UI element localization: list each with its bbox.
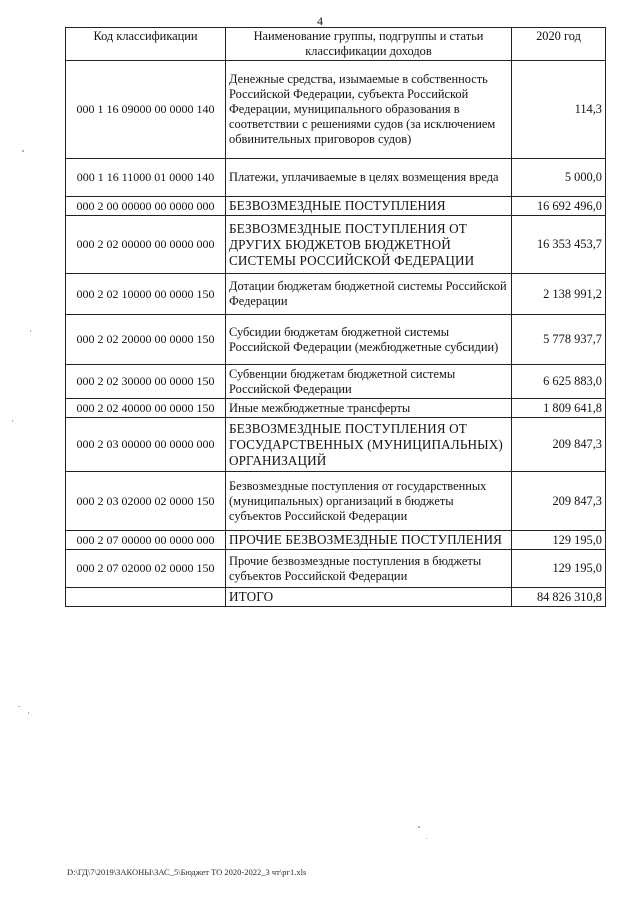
row-name: Платежи, уплачиваемые в целях возмещения вреда [226, 159, 512, 197]
row-name: Иные межбюджетные трансферты [226, 399, 512, 418]
row-value: 5 000,0 [512, 159, 606, 197]
row-code: 000 2 02 20000 00 0000 150 [66, 315, 226, 365]
row-value: 16 353 453,7 [512, 216, 606, 274]
footer-file-path: D:\ГД\7\2019\ЗАКОНЫ\ЗАС_5\Бюджет ТО 2020-2022_3 чт\рг1.xls [67, 867, 307, 877]
row-code: 000 2 03 00000 00 0000 000 [66, 418, 226, 472]
table-row [66, 531, 606, 550]
row-code: 000 2 03 02000 02 0000 150 [66, 472, 226, 531]
scan-speck [28, 712, 29, 714]
table-row [66, 61, 606, 159]
row-code: 000 2 07 02000 02 0000 150 [66, 550, 226, 588]
row-name: Прочие безвозмездные поступления в бюджеты субъектов Российской Федерации [226, 550, 512, 588]
table-row [66, 365, 606, 399]
header-code: Код классификации [66, 28, 226, 61]
total-value: 84 826 310,8 [512, 588, 606, 607]
table-row [66, 472, 606, 531]
table-row [66, 315, 606, 365]
scan-speck [30, 330, 31, 332]
row-value: 1 809 641,8 [512, 399, 606, 418]
row-code: 000 2 02 10000 00 0000 150 [66, 274, 226, 315]
row-code: 000 2 00 00000 00 0000 000 [66, 197, 226, 216]
row-value: 6 625 883,0 [512, 365, 606, 399]
row-name: ПРОЧИЕ БЕЗВОЗМЕЗДНЫЕ ПОСТУПЛЕНИЯ [226, 531, 512, 550]
table-row [66, 159, 606, 197]
table-row [66, 216, 606, 274]
row-code: 000 2 02 30000 00 0000 150 [66, 365, 226, 399]
scan-speck [12, 420, 13, 422]
row-code: 000 2 02 40000 00 0000 150 [66, 399, 226, 418]
row-value: 209 847,3 [512, 418, 606, 472]
table-header-row [66, 28, 606, 61]
row-value: 5 778 937,7 [512, 315, 606, 365]
page-number: 4 [317, 14, 323, 28]
total-row [66, 588, 606, 607]
row-code: 000 2 07 00000 00 0000 000 [66, 531, 226, 550]
row-name: Субсидии бюджетам бюджетной системы Российской Федерации (межбюджетные субсидии) [226, 315, 512, 365]
table-row [66, 274, 606, 315]
scan-speck [18, 706, 20, 707]
scan-speck [22, 150, 24, 152]
row-code: 000 1 16 11000 01 0000 140 [66, 159, 226, 197]
total-label: ИТОГО [226, 588, 512, 607]
row-name: Дотации бюджетам бюджетной системы Российской Федерации [226, 274, 512, 315]
table-row [66, 197, 606, 216]
row-name: Субвенции бюджетам бюджетной системы Российской Федерации [226, 365, 512, 399]
row-value: 209 847,3 [512, 472, 606, 531]
table-row [66, 550, 606, 588]
row-name: БЕЗВОЗМЕЗДНЫЕ ПОСТУПЛЕНИЯ [226, 197, 512, 216]
row-code: 000 1 16 09000 00 0000 140 [66, 61, 226, 159]
row-value: 129 195,0 [512, 531, 606, 550]
header-name: Наименование группы, подгруппы и статьи классификации доходов [226, 28, 512, 61]
row-name: БЕЗВОЗМЕЗДНЫЕ ПОСТУПЛЕНИЯ ОТ ГОСУДАРСТВЕННЫХ (МУНИЦИПАЛЬНЫХ) ОРГАНИЗАЦИЙ [226, 418, 512, 472]
row-value: 16 692 496,0 [512, 197, 606, 216]
scan-speck [418, 826, 420, 828]
row-value: 114,3 [512, 61, 606, 159]
row-name: БЕЗВОЗМЕЗДНЫЕ ПОСТУПЛЕНИЯ ОТ ДРУГИХ БЮДЖЕТОВ БЮДЖЕТНОЙ СИСТЕМЫ РОССИЙСКОЙ ФЕДЕРАЦИИ [226, 216, 512, 274]
table-row [66, 418, 606, 472]
table-row [66, 399, 606, 418]
header-year: 2020 год [512, 28, 606, 61]
total-code [66, 588, 226, 607]
row-name: Денежные средства, изымаемые в собственность Российской Федерации, субъекта Российской Федерации, муниципального образования в соответствии с решениями судов (за исключением обвинительных приговоров судов) [226, 61, 512, 159]
row-code: 000 2 02 00000 00 0000 000 [66, 216, 226, 274]
row-value: 129 195,0 [512, 550, 606, 588]
scan-speck [426, 838, 427, 839]
row-name: Безвозмездные поступления от государственных (муниципальных) организаций в бюджеты субъектов Российской Федерации [226, 472, 512, 531]
revenue-table [65, 27, 606, 607]
row-value: 2 138 991,2 [512, 274, 606, 315]
